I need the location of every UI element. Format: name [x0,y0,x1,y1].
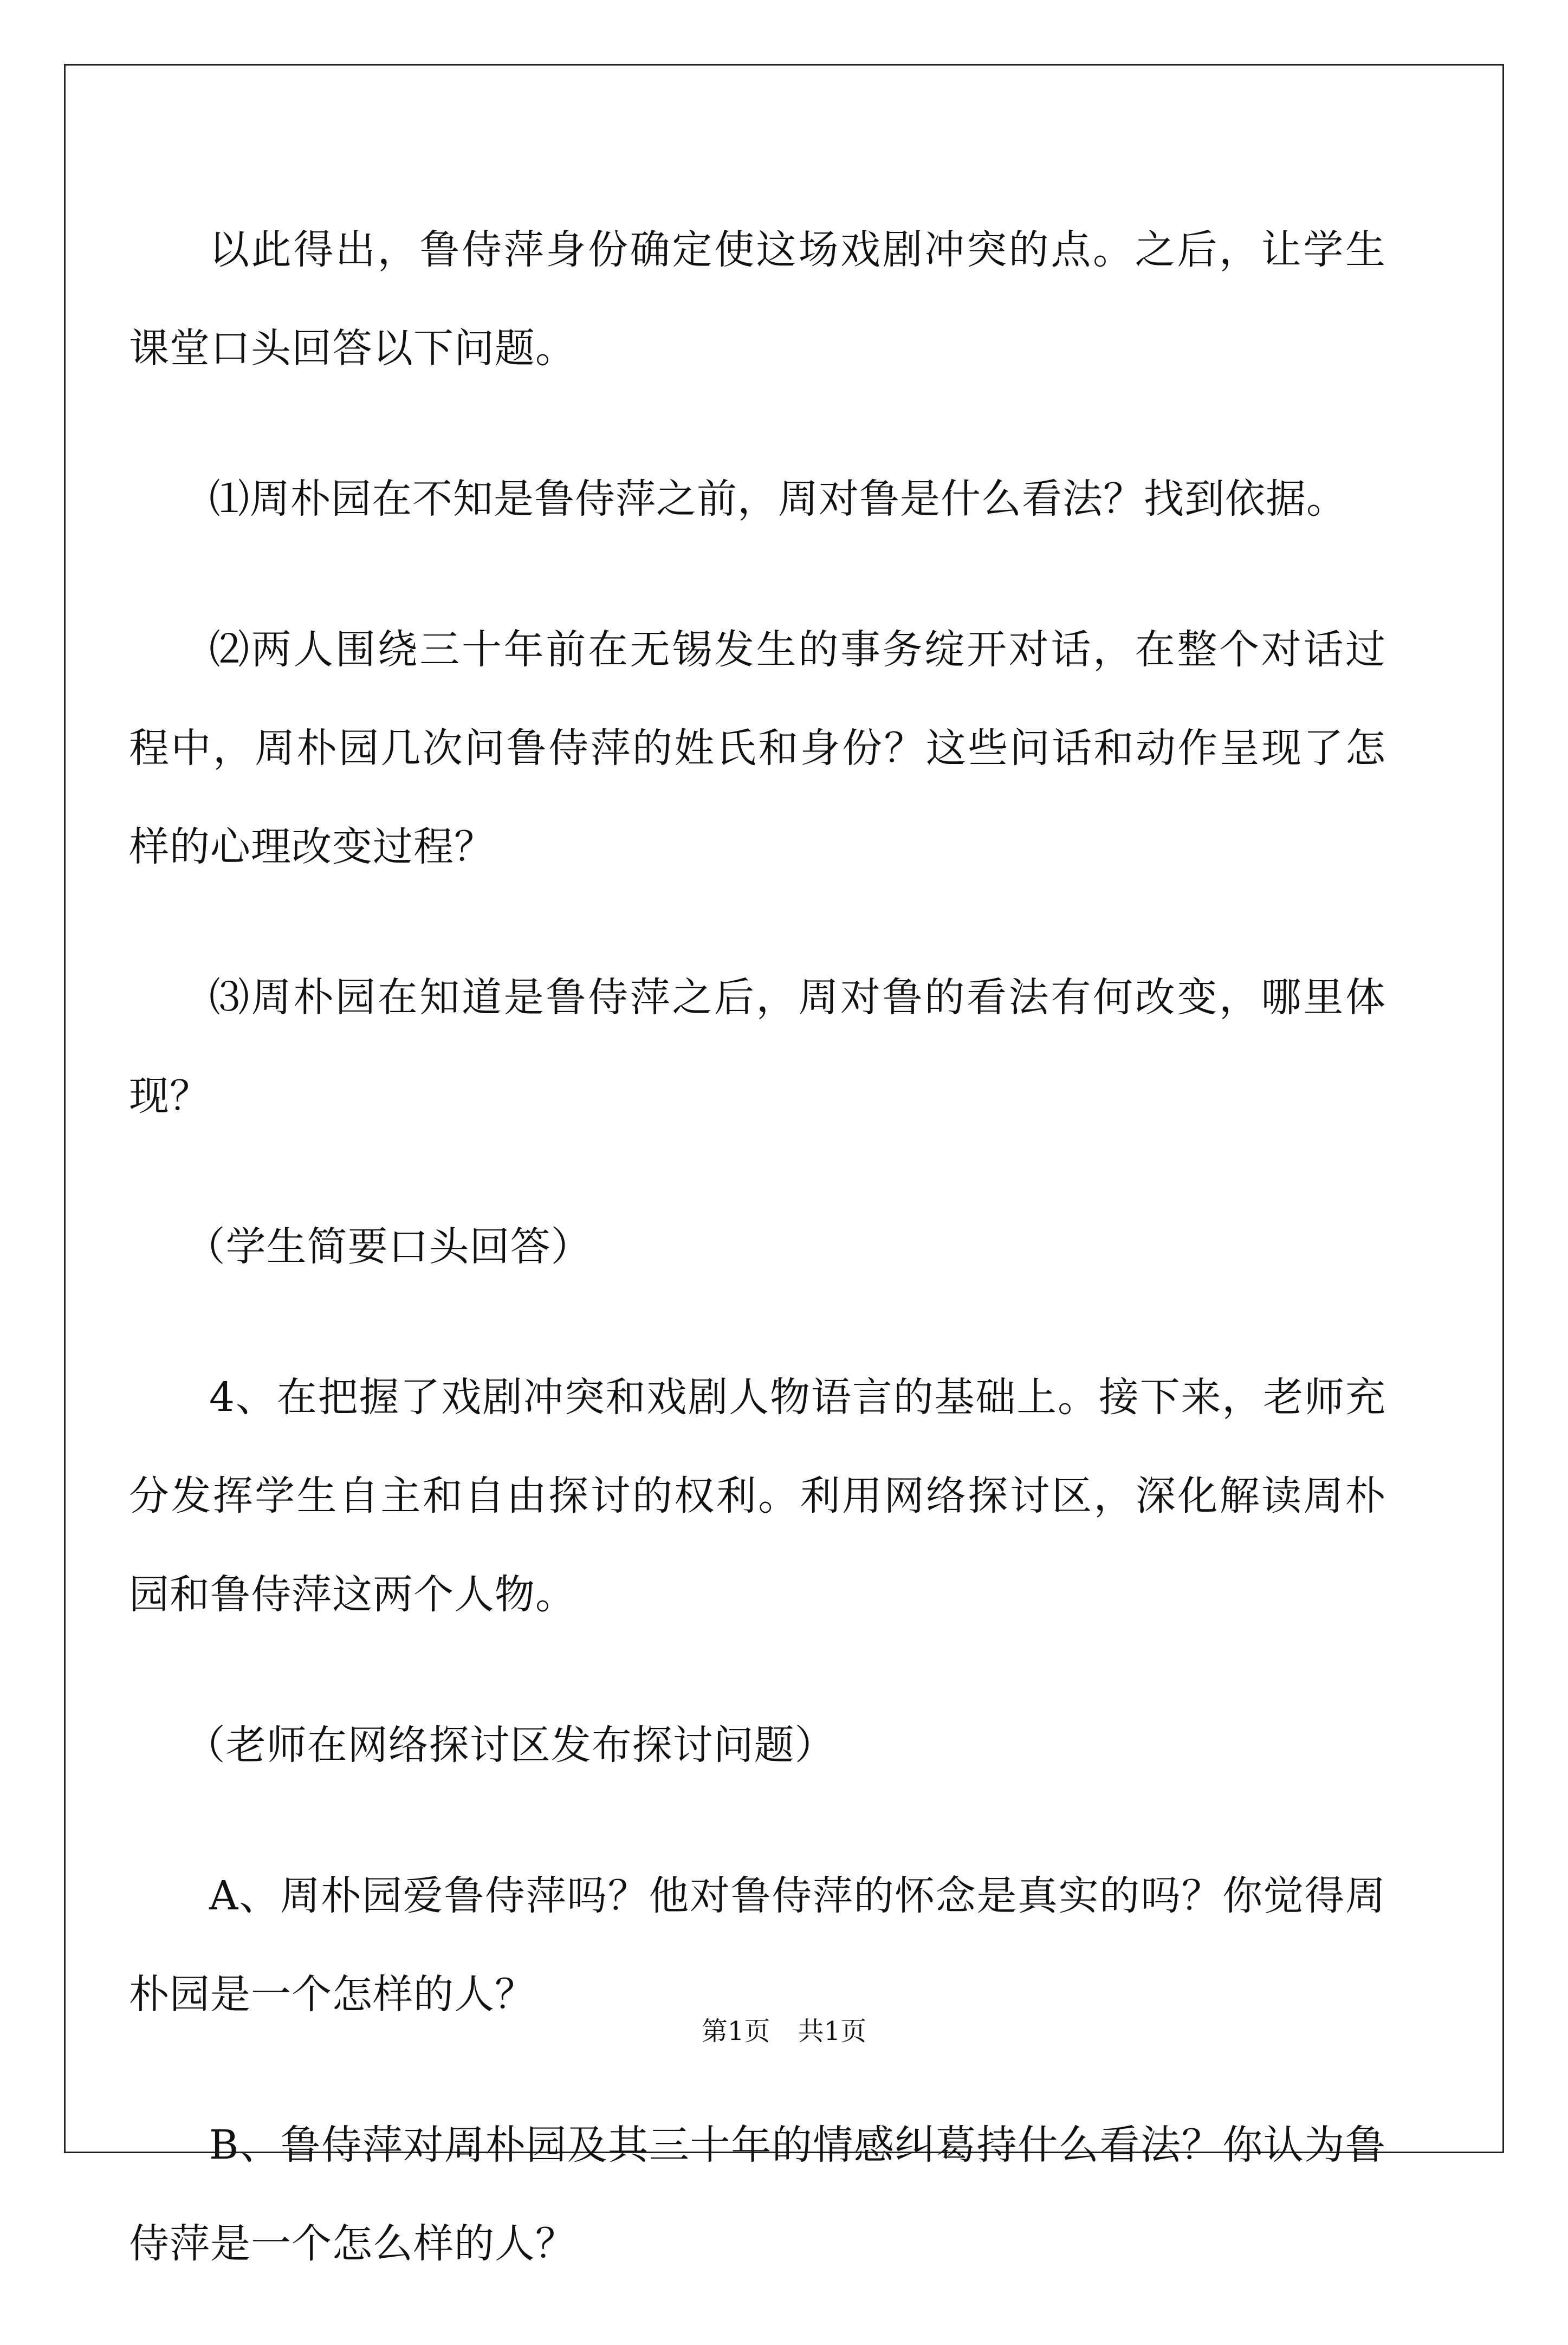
question-1: ⑴周朴园在不知是鲁侍萍之前，周对鲁是什么看法？找到依据。 [209,476,1347,522]
discussion-question-a: A、周朴园爱鲁侍萍吗？他对鲁侍萍的怀念是真实的吗？你觉得周朴园是一个怎样的人？ [129,1873,1386,2018]
note-teacher-post: （老师在网络探讨区发布探讨问题） [185,1722,835,1769]
note-student-answer: （学生简要口头回答） [185,1223,592,1270]
page-number-total: 共1页 [798,2016,867,2046]
page-footer [0,2010,1568,2048]
paragraph-step-4: 4、在把握了戏剧冲突和戏剧人物语言的基础上。接下来，老师充分发挥学生自主和自由探讨的权利。利用网络探讨区，深化解读周朴园和鲁侍萍这两个人物。 [129,1374,1386,1618]
question-2: ⑵两人围绕三十年前在无锡发生的事务绽开对话，在整个对话过程中，周朴园几次问鲁侍萍的姓氏和身份？这些问话和动作呈现了怎样的心理改变过程？ [129,626,1386,870]
discussion-question-b: B、鲁侍萍对周朴园及其三十年的情感纠葛持什么看法？你认为鲁侍萍是一个怎么样的人？ [129,2122,1386,2267]
paragraph-intro: 以此得出，鲁侍萍身份确定使这场戏剧冲突的点。之后，让学生课堂口头回答以下问题。 [129,226,1386,372]
question-3: ⑶周朴园在知道是鲁侍萍之后，周对鲁的看法有何改变，哪里体现？ [129,974,1386,1119]
page-number-current: 第1页 [701,2016,770,2046]
